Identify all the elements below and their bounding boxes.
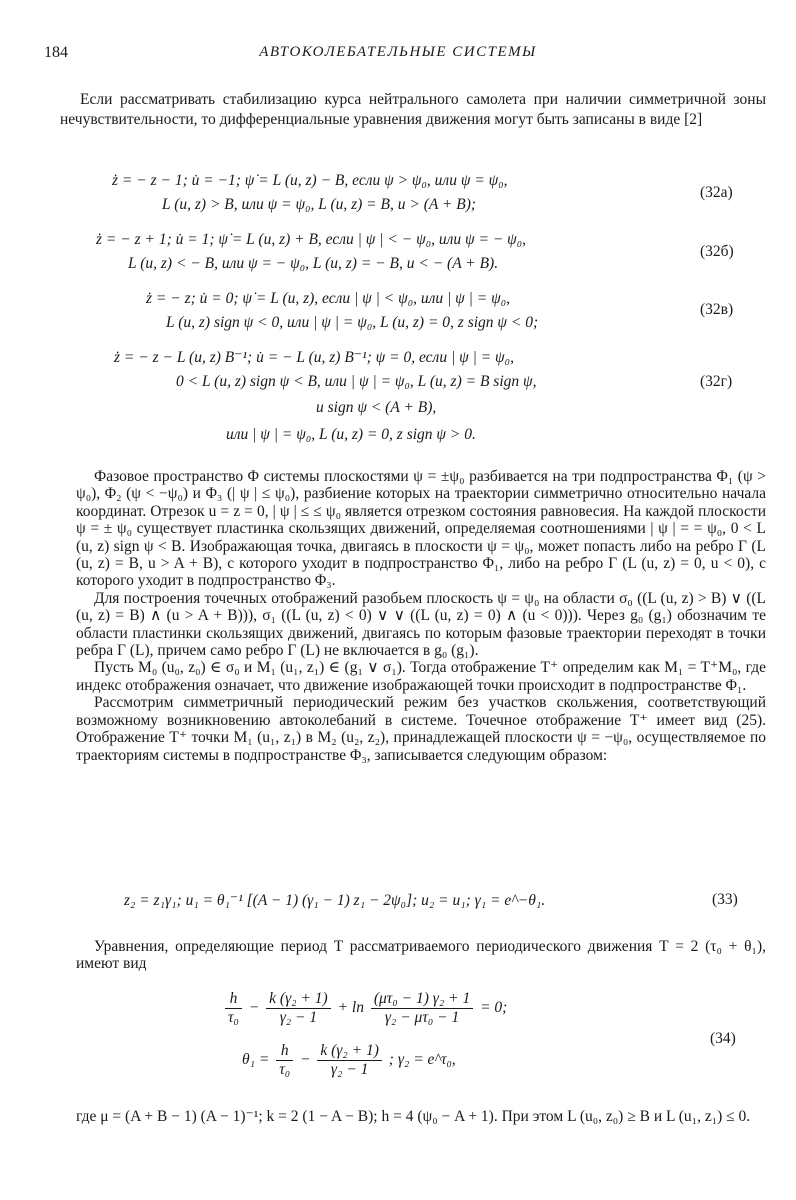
paragraph-phase-space: Фазовое пространство Φ системы плоскостями ψ = ±ψ₀ разбивается на три подпространства Φ₁ (ψ > ψ₀), Φ₂ (ψ < −ψ₀) и Φ₃ (| ψ | ≤ ψ₀), разбиение которых на траектории симметрично относительно начала координат. Отрезок u = z = 0, | ψ | ≤ ≤ ψ₀ является отрезком состояния равновесия. На каждой плоскости ψ = ± ψ₀ существует пластинка скользящих движений, определяемая соотношениями | ψ | = = ψ₀, 0 < L (u, z) sign ψ < B. Изображающая точка, двигаясь в плоскости ψ = ψ₀, может попасть либо на ребро Г (L (u, z) = B, u > A + B), с которого уходит в подпространство Φ₁, либо на ребро Г (L (u, z) = 0, u < 0), с которого уходит в подпространство Φ₃. — [76, 468, 766, 590]
running-title: АВТОКОЛЕБАТЕЛЬНЫЕ СИСТЕМЫ — [259, 44, 537, 60]
final-text — [76, 1108, 766, 1125]
page-number: 184 — [44, 44, 68, 61]
body-text — [76, 468, 766, 764]
fraction-ln: $\frac{\text{(μτ₀ − 1) γ₂ + 1}}{\text{γ₂ − μτ₀ − 1}}$ — [371, 990, 473, 1027]
eq32g-line4: или | ψ | = ψ₀, L (u, z) = 0, z sign ψ > 0. — [226, 426, 476, 443]
eq32g-tag: (32г) — [700, 373, 733, 390]
paragraph-periodic-regime: Рассмотрим симметричный периодический режим без участков скольжения, соответствующий возможному возникновению автоколебаний в системе. Точечное отображение T⁺ имеет вид (25). Отображение T⁺ точки M₁ (u₁, z₁) в M₂ (u₂, z₂), принадлежащей плоскости ψ = −ψ₀, осуществляемое по траекториям системы в подпространстве Φ₃, записывается следующим образом: — [76, 694, 766, 764]
eq32g-line2: 0 < L (u, z) sign ψ < B, или | ψ | = ψ₀, L (u, z) = B sign ψ, — [176, 373, 537, 390]
fraction-h-tau-2: $\frac{h}{\text{τ₀}}$ — [276, 1042, 293, 1079]
period-text — [76, 938, 766, 973]
eq32g-line1: ż = − z − L (u, z) B⁻¹; u̇ = − L (u, z) B⁻¹; ψ = 0, если | ψ | = ψ₀, — [114, 349, 514, 366]
eq32v-line2: L (u, z) sign ψ < 0, или | ψ | = ψ₀, L (u, z) = 0, z sign ψ < 0; — [166, 314, 539, 331]
eq34-tag: (34) — [710, 1030, 736, 1047]
fraction-k-2: $\frac{\text{k (γ₂ + 1)}}{\text{γ₂ − 1}}$ — [317, 1042, 382, 1079]
fraction-h-tau: $\frac{h}{\text{τ₀}}$ — [225, 990, 242, 1027]
eq32b-line1: ż = − z + 1; u̇ = 1; ψ̇ = L (u, z) + B, если | ψ | < − ψ₀, или ψ = − ψ₀, — [96, 231, 527, 248]
intro-paragraph: Если рассматривать стабилизацию курса нейтрального самолета при наличии симметричной зоны нечувствительности, то дифференциальные уравнения движения могут быть записаны в виде [2] — [60, 91, 766, 128]
paragraph-mapping-definition: Пусть M₀ (u₀, z₀) ∈ σ₀ и M₁ (u₁, z₁) ∈ (g₁ ∨ σ₁). Тогда отображение T⁺ определим как M₁ = T⁺M₀, где индекс отображения означает, что движение изображающей точки происходит в подпространстве Φ₁. — [76, 659, 766, 694]
eq32b-line2: L (u, z) < − B, или ψ = − ψ₀, L (u, z) = − B, u < − (A + B). — [128, 255, 499, 272]
eq32g-line3: u sign ψ < (A + B), — [316, 399, 437, 416]
paragraph-point-mappings: Для построения точечных отображений разобьем плоскость ψ = ψ₀ на области σ₀ ((L (u, z) > B) ∨ ((L (u, z) = B) ∧ (u > A + B))), σ₁ ((L (u, z) < 0) ∨ ∨ ((L (u, z) = 0) ∧ (u < 0))). Через g₀ (g₁) обозначим те области пластинки скользящих движений, двигаясь по которым фазовые траектории переходят в точки ребра Г (L), причем само ребро Г (L) не включается в g₀ (g₁). — [76, 589, 766, 660]
paragraph-final: где μ = (A + B − 1) (A − 1)⁻¹; k = 2 (1 − A − B); h = 4 (ψ₀ − A + 1). При этом L (u₀, z₀) ≥ B и L (u₁, z₁) ≤ 0. — [76, 1108, 751, 1125]
eq32a-tag: (32а) — [700, 184, 733, 201]
paragraph-period: Уравнения, определяющие период T рассматриваемого периодического движения T = 2 (τ₀ + θ₁), имеют вид — [76, 938, 766, 973]
eq32a-line2: L (u, z) > B, или ψ = ψ₀, L (u, z) = B, u > (A + B); — [162, 196, 477, 213]
eq34-line1: $\frac{h}{\text{τ₀}}$ − $\frac{\text{k (γ₂ + 1)}}{\text{γ₂ − 1}}$ + ln $\frac{\text{(μτ₀ − 1) γ₂ + 1}}{\text{γ₂ − μτ₀ − 1}}$ = 0; — [222, 990, 507, 1027]
fraction-k: $\frac{\text{k (γ₂ + 1)}}{\text{γ₂ − 1}}$ — [266, 990, 331, 1027]
eq33: z₂ = z₁γ₁; u₁ = θ₁⁻¹ [(A − 1) (γ₁ − 1) z₁ − 2ψ₀]; u₂ = u₁; γ₁ = e^−θ₁. — [124, 892, 546, 909]
eq34-line2: θ₁ = $\frac{h}{\text{τ₀}}$ − $\frac{\text{k (γ₂ + 1)}}{\text{γ₂ − 1}}$ ; γ₂ = e^τ₀, — [242, 1042, 456, 1078]
page-header — [44, 44, 752, 66]
eq32v-line1: ż = − z; u̇ = 0; ψ̇ = L (u, z), если | ψ | < ψ₀, или | ψ | = ψ₀, — [146, 290, 510, 307]
eq32a-line1: ż = − z − 1; u̇ = −1; ψ̇ = L (u, z) − B, если ψ > ψ₀, или ψ = ψ₀, — [112, 172, 508, 189]
eq32v-tag: (32в) — [700, 301, 734, 318]
eq33-tag: (33) — [712, 891, 738, 908]
eq32b-tag: (32б) — [700, 243, 734, 260]
